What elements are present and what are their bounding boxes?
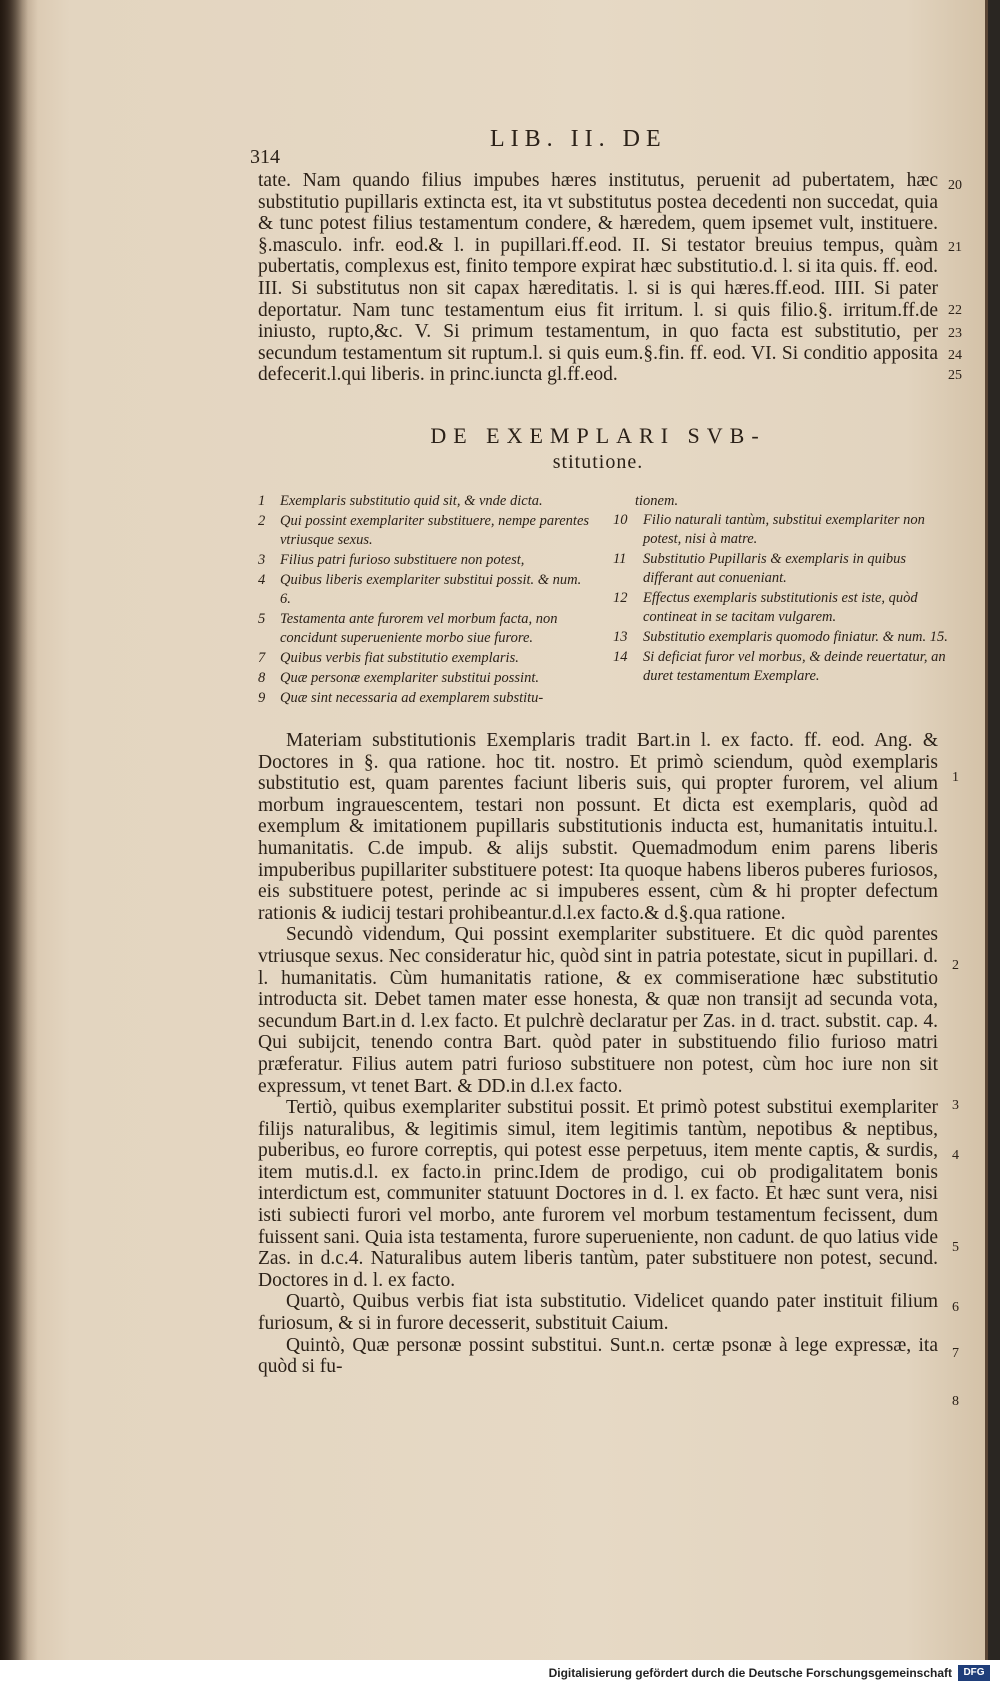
summary-item-number: 14 (613, 649, 628, 665)
top-paragraph-block (258, 170, 938, 386)
margin-number: 4 (952, 1148, 959, 1163)
summary-item-number: 4 (258, 572, 266, 588)
margin-number: 24 (948, 348, 962, 363)
summary-item-number: 9 (258, 690, 266, 706)
summary-item-text: Effectus exemplaris substitutionis est iste, quòd contineat in se tacitam vulgarem. (643, 590, 918, 625)
running-head: LIB. II. DE (490, 126, 667, 152)
margin-number: 5 (952, 1240, 959, 1255)
margin-number: 7 (952, 1346, 959, 1361)
summary-item-text: Filio naturali tantùm, substitui exemplariter non potest, nisi à matre. (643, 512, 925, 547)
paragraph: Secundò videndum, Qui possint exemplariter substituere. Et dic quòd parentes vtriusque sexus. Nec consideratur hic, quòd sint in patria potestate, sicut in pupillari. d. l. humanitatis. Cùm humanitatis ratione, & ex commiseratione hæc substitutio introducta sit. Debet tamen mater esse honesta, & quæ non transijt ad secunda vota, secundum Bart.in d. l.ex facto. Et pulchrè declaratur per Zas. in d. tract. substit. cap. 4. Qui subijcit, tenendo contra Bart. quòd pater in substituendo filio furioso matri præferatur. Filius autem patri furioso substituere non potest, cùm hoc iure non sit expressum, vt tenet Bart. & DD.in d.l.ex facto. (258, 924, 938, 1097)
margin-number: 21 (948, 240, 962, 255)
summary-index (258, 492, 948, 709)
section-title-line1: DE EXEMPLARI SVB- (430, 423, 766, 448)
summary-continuation: tionem. (635, 493, 679, 509)
margin-number: 8 (952, 1394, 959, 1409)
margin-number: 6 (952, 1300, 959, 1315)
summary-item-number: 11 (613, 551, 627, 567)
summary-item-text: Substitutio exemplaris quomodo finiatur. & num. 15. (643, 629, 948, 645)
summary-item-text: Quæ personæ exemplariter substitui possint. (280, 670, 539, 686)
summary-item-number: 5 (258, 611, 266, 627)
summary-item (258, 492, 593, 511)
footer-bar (0, 1660, 1000, 1689)
page-number: 314 (250, 146, 280, 168)
gutter-shadow (0, 0, 28, 1660)
summary-item (258, 512, 593, 550)
margin-number: 20 (948, 178, 962, 193)
summary-item-text: Qui possint exemplariter substituere, nempe parentes vtriusque sexus. (280, 513, 590, 548)
summary-item (613, 589, 948, 627)
summary-item-number: 7 (258, 650, 266, 666)
summary-item-text: Si deficiat furor vel morbus, & deinde reuertatur, an duret testamentum Exemplare. (643, 649, 946, 684)
summary-item-number: 12 (613, 590, 628, 606)
summary-item-number: 8 (258, 670, 266, 686)
summary-item (613, 511, 948, 549)
footer-credit: Digitalisierung gefördert durch die Deutsche Forschungsgemeinschaft (548, 1666, 952, 1680)
summary-item-text: Testamenta ante furorem vel morbum facta, non concidunt superueniente morbo siue furore. (280, 611, 558, 646)
summary-item (613, 550, 948, 588)
summary-item-number: 13 (613, 629, 628, 645)
margin-number: 1 (952, 770, 959, 785)
summary-item (258, 649, 593, 668)
paragraph: Quartò, Quibus verbis fiat ista substitutio. Videlicet quando pater instituit filium furiosum, & si in furore decesserit, substituit Caium. (258, 1291, 938, 1335)
paragraph: Quintò, Quæ personæ possint substitui. Sunt.n. certæ psonæ à lege expressæ, ita quòd si fu- (258, 1334, 938, 1378)
summary-item-text: Quibus liberis exemplariter substitui possit. & num. 6. (280, 572, 582, 607)
section-title (258, 423, 938, 475)
margin-number: 22 (948, 303, 962, 318)
summary-item (613, 628, 948, 647)
summary-item-text: Exemplaris substitutio quid sit, & vnde dicta. (280, 493, 543, 509)
summary-item-text: Substitutio Pupillaris & exemplaris in quibus differant aut conueniant. (643, 551, 907, 586)
summary-item-number: 3 (258, 552, 266, 568)
main-text-block (258, 730, 938, 1378)
top-paragraph: tate. Nam quando filius impubes hæres institutus, peruenit ad pubertatem, hæc substitutio pupillaris extincta est, ita vt substitutus postea decedenti non succedat, quia & tunc potest filius testamentum condere, & hæredem, quem ipsemet vult, instituere. §.masculo. infr. eod.& l. in pupillari.ff.eod. II. Si testator breuius tempus, quàm pubertatis, complexus est, finito tempore expirat hæc substitutio.d. l. si ita quis. ff. eod. III. Si substitutus non sit capax hæreditatis. l. si is qui hæres.ff.eod. IIII. Si pater deportatur. Nam tunc testamentum eius fit irritum. l. si quis filio.§. irritum.ff.de iniusto, rupto,&c. V. Si primum testamentum, in quo facta est substitutio, per secundum testamentum sit ruptum.l. si quis eum.§.fin. ff. eod. VI. Si conditio apposita defecerit.l.qui liberis. in princ.iuncta gl.ff.eod. (258, 170, 938, 386)
margin-number: 2 (952, 958, 959, 973)
paragraph: Materiam substitutionis Exemplaris tradit Bart.in l. ex facto. ff. eod. Ang. & Doctores in §. qua ratione. hoc tit. nostro. Et primò sciendum, quòd exemplaris substitutio est, quam parentes faciunt liberis suis, qui propter furorem, vel alium morbum ingrauescentem, testari non possunt. Et dicta est exemplaris, quòd ad exemplum & imitationem pupillaris substitutionis inducta est, humanitatis intuitu.l. humanitatis. C.de impub. & alijs substit. Quemadmodum enim parens liberis impuberibus pupillariter substituere potest: Ita quoque habens liberos puberes furiosos, eis substituere potest, perinde ac si impuberes essent, cùm & hi propter defectum rationis & iudicij testari prohibeantur.d.l.ex facto.& d.§.qua ratione. (258, 730, 938, 924)
summary-item-text: Filius patri furioso substituere non potest, (280, 552, 525, 568)
summary-column-right (613, 492, 948, 709)
summary-item (258, 669, 593, 688)
section-title-line2: stitutione. (552, 451, 644, 473)
summary-item-text: Quæ sint necessaria ad exemplarem substitu- (280, 690, 544, 706)
summary-item-text: Quibus verbis fiat substitutio exemplaris. (280, 650, 519, 666)
paragraph: Tertiò, quibus exemplariter substitui possit. Et primò potest substitui exemplariter filijs naturalibus, & legitimis simul, item legitimis tantùm, nepotibus & neptibus, puberibus, eo furore correptis, qui potest esse perpetuus, item mente captis, & surdis, item mutis.d.l. ex facto.in princ.Idem de prodigo, cui ob prodigalitatem bonis interdictum est, communiter statuunt Doctores in d. l. ex facto. Et hæc sunt vera, nisi isti subiecti furori vel morbo, ante furorem vel morbum testamentum fecissent, dum fuissent sani. Quia ista testamenta, furore superueniente, non cadunt. de quo latius vide Zas. in d.c.4. Naturalibus autem liberis tantùm, pater substituere non potest, secund. Doctores in d. l. ex facto. (258, 1097, 938, 1291)
summary-item (613, 648, 948, 686)
summary-item-number: 10 (613, 512, 628, 528)
summary-item-number: 2 (258, 513, 266, 529)
summary-item (258, 689, 593, 708)
margin-number: 3 (952, 1098, 959, 1113)
summary-item-number: 1 (258, 493, 266, 509)
summary-item (258, 571, 593, 609)
summary-item (258, 551, 593, 570)
summary-item (258, 610, 593, 648)
margin-number: 25 (948, 368, 962, 383)
summary-column-left (258, 492, 593, 709)
dfg-logo-icon: DFG (958, 1665, 990, 1681)
margin-number: 23 (948, 326, 962, 341)
